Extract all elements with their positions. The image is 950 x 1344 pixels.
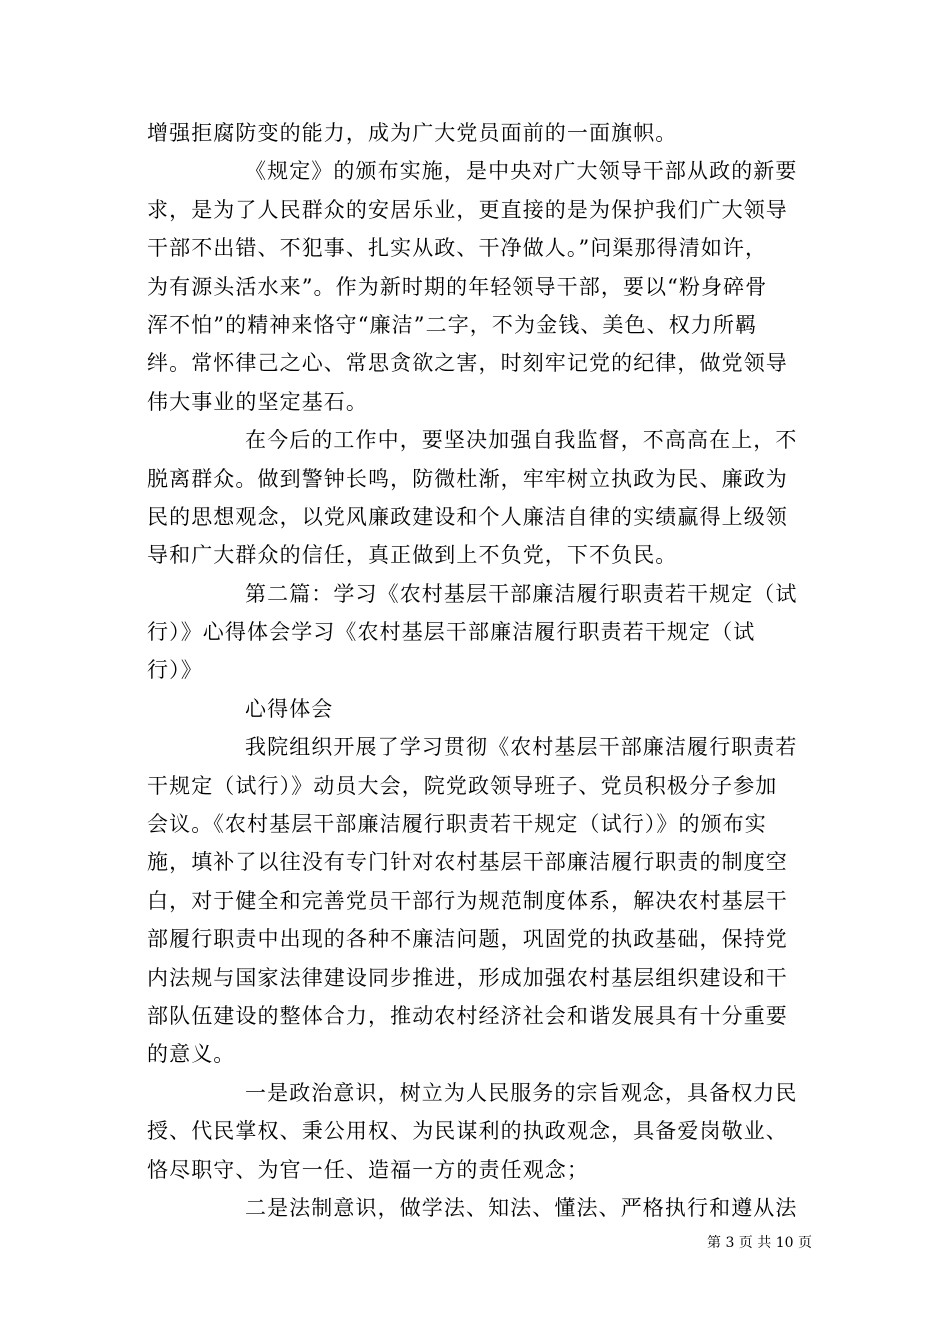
text-line: 绊。常怀律己之心、常思贪欲之害，时刻牢记党的纪律，做党领导 bbox=[147, 351, 788, 376]
text-line: 浑不怕”的精神来恪守“廉洁”二字，不为金钱、美色、权力所羁 bbox=[147, 312, 758, 337]
text-line: 增强拒腐防变的能力，成为广大党员面前的一面旗帜。 bbox=[147, 121, 678, 145]
text-line: 脱离群众。做到警钟长鸣，防微杜渐，牢牢树立执政为民、廉政为 bbox=[147, 466, 788, 491]
text-line: 施，填补了以往没有专门针对农村基层干部廉洁履行职责的制度空 bbox=[147, 850, 788, 875]
text-line: 我院组织开展了学习贯彻《农村基层干部廉洁履行职责若 bbox=[245, 735, 798, 760]
text-line: 二是法制意识，做学法、知法、懂法、严格执行和遵从法 bbox=[245, 1195, 798, 1220]
text-line: 白，对于健全和完善党员干部行为规范制度体系，解决农村基层干 bbox=[147, 888, 788, 913]
text-line: 内法规与国家法律建设同步推进，形成加强农村基层组织建设和干 bbox=[147, 965, 788, 990]
body-text bbox=[147, 114, 807, 1227]
text-line: 心得体会 bbox=[245, 696, 334, 721]
text-line: 部队伍建设的整体合力，推动农村经济社会和谐发展具有十分重要 bbox=[147, 1003, 788, 1028]
text-line: 民的思想观念，以党风廉政建设和个人廉洁自律的实绩赢得上级领 bbox=[147, 504, 788, 529]
text-line: 求，是为了人民群众的安居乐业，更直接的是为保护我们广大领导 bbox=[147, 197, 788, 222]
text-line: 的意义。 bbox=[147, 1042, 236, 1067]
text-line: 行）》心得体会学习《农村基层干部廉洁履行职责若干规定（试 bbox=[147, 620, 756, 645]
text-line: 授、代民掌权、秉公用权、为民谋利的执政观念，具备爱岗敬业、 bbox=[147, 1119, 788, 1144]
text-line: 会议。《农村基层干部廉洁履行职责若干规定（试行）》的颁布实 bbox=[147, 812, 767, 837]
text-line: 为有源头活水来”。作为新时期的年轻领导干部，要以“粉身碎骨 bbox=[147, 274, 768, 299]
text-line: 导和广大群众的信任，真正做到上不负党，下不负民。 bbox=[147, 543, 678, 568]
text-line: 《规定》的颁布实施，是中央对广大领导干部从政的新要 bbox=[245, 159, 798, 184]
text-line: 在今后的工作中，要坚决加强自我监督，不高高在上，不 bbox=[245, 428, 798, 453]
text-line: 第二篇：学习《农村基层干部廉洁履行职责若干规定（试 bbox=[245, 581, 798, 606]
text-line: 干部不出错、不犯事、扎实从政、干净做人。”问渠那得清如许， bbox=[147, 236, 768, 261]
text-line: 伟大事业的坚定基石。 bbox=[147, 389, 368, 414]
text-line: 行）》 bbox=[147, 658, 203, 683]
text-line: 干规定（试行）》动员大会，院党政领导班子、党员积极分子参加 bbox=[147, 773, 778, 798]
page-number: 第 3 页 共 10 页 bbox=[707, 1235, 812, 1251]
text-line: 恪尽职守、为官一任、造福一方的责任观念； bbox=[147, 1157, 589, 1182]
text-line: 一是政治意识，树立为人民服务的宗旨观念，具备权力民 bbox=[245, 1080, 798, 1105]
text-line: 部履行职责中出现的各种不廉洁问题，巩固党的执政基础，保持党 bbox=[147, 927, 788, 952]
